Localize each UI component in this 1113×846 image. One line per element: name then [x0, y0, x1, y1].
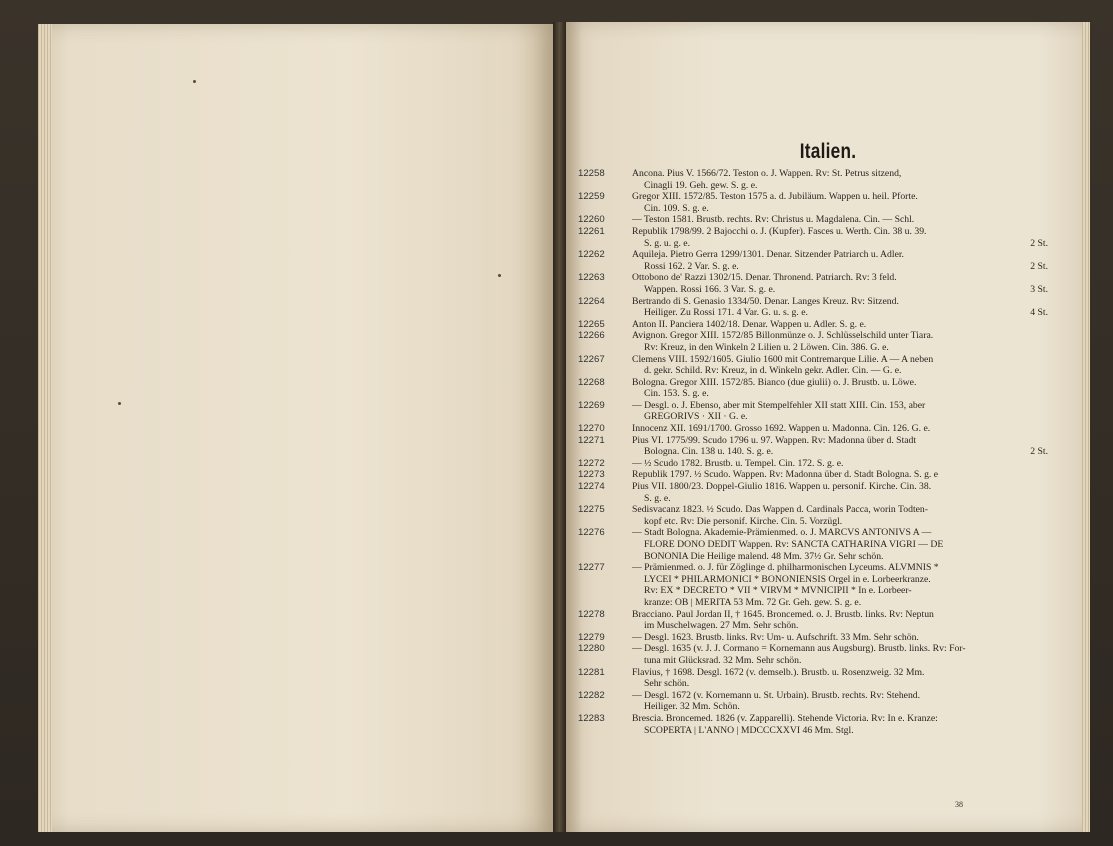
page-number: 38 — [955, 800, 963, 809]
entry-number: 12262 — [578, 249, 605, 261]
entry-text: Sehr schön. — [644, 678, 690, 690]
entry-text: S. g. e. — [644, 492, 671, 504]
entry-line — [632, 574, 1048, 586]
entry-line — [632, 238, 1048, 250]
entry-line — [632, 214, 1048, 226]
entry-text: — Teston 1581. Brustb. rechts. Rv: Christus u. Magdalena. Cin. — Schl. — [632, 214, 915, 226]
entry-text: Rossi 162. 2 Var. S. g. e. — [644, 260, 739, 272]
catalog-entry — [578, 249, 1048, 272]
entry-text: Rv: EX * DECRETO * VII * VIRVM * MVNICIPII * In e. Lorbeer- — [644, 585, 912, 597]
entry-text: Pius VI. 1775/99. Scudo 1796 u. 97. Wappen. Rv: Madonna über d. Stadt — [632, 434, 917, 446]
book-gutter — [553, 22, 566, 832]
entry-number: 12281 — [578, 666, 605, 678]
catalog-entry — [578, 423, 1048, 435]
entry-text: S. g. u. g. e. — [644, 237, 691, 249]
entry-number: 12279 — [578, 631, 605, 643]
catalog-entry — [578, 319, 1048, 331]
entry-line — [632, 307, 1048, 319]
catalog-entry — [578, 469, 1048, 481]
entry-text: Republik 1798/99. 2 Bajocchi o. J. (Kupfer). Fasces u. Werth. Cin. 38 u. 39. — [632, 225, 927, 237]
entry-number: 12265 — [578, 318, 605, 330]
entry-line — [632, 655, 1048, 667]
page-speck — [118, 402, 121, 405]
left-page-edge — [38, 24, 52, 832]
entry-line — [632, 435, 1048, 447]
entry-text: Ancona. Pius V. 1566/72. Teston o. J. Wappen. Rv: St. Petrus sitzend, — [632, 168, 902, 179]
entry-line — [632, 527, 1048, 539]
entry-line — [632, 377, 1048, 389]
entry-number: 12276 — [578, 527, 605, 539]
entry-number: 12269 — [578, 399, 605, 411]
entry-line — [632, 446, 1048, 458]
entry-number: 12258 — [578, 168, 605, 179]
entry-text: Innocenz XII. 1691/1700. Grosso 1692. Wappen u. Madonna. Cin. 126. G. e. — [632, 423, 931, 435]
entry-number: 12271 — [578, 434, 605, 446]
catalog-entry — [578, 354, 1048, 377]
left-page — [38, 24, 553, 832]
entry-number: 12277 — [578, 562, 605, 574]
entry-quantity: 3 St. — [1030, 283, 1048, 295]
entry-text: Heiliger. 32 Mm. Schön. — [644, 701, 740, 713]
entry-line — [632, 319, 1048, 331]
entry-text: kranze: OB | MERITA 53 Mm. 72 Gr. Geh. gew. S. g. e. — [644, 596, 862, 608]
entry-quantity: 2 St. — [1030, 446, 1048, 458]
entry-number: 12263 — [578, 272, 605, 284]
catalog-entries — [578, 168, 1048, 736]
entry-text: Bracciano. Paul Jordan II, † 1645. Broncemed. o. J. Brustb. links. Rv: Neptun — [632, 608, 934, 620]
entry-text: Heiliger. Zu Rossi 171. 4 Var. G. u. s. g. e. — [644, 307, 808, 319]
entry-line — [632, 261, 1048, 273]
entry-text: d. gekr. Schild. Rv: Kreuz, in d. Winkeln gekr. Adler. Cin. — G. e. — [644, 365, 902, 377]
entry-line — [632, 690, 1048, 702]
entry-number: 12268 — [578, 376, 605, 388]
catalog-entry — [578, 226, 1048, 249]
entry-text: Sedisvacanz 1823. ½ Scudo. Das Wappen d. Cardinals Pacca, worin Todten- — [632, 504, 929, 516]
catalog-entry — [578, 643, 1048, 666]
entry-line — [632, 180, 1048, 192]
entry-text: — Desgl. 1635 (v. J. J. Cormano = Kornemann aus Augsburg). Brustb. links. Rv: For- — [632, 643, 966, 655]
entry-line — [632, 713, 1048, 725]
entry-number: 12259 — [578, 191, 605, 203]
entry-number: 12275 — [578, 504, 605, 516]
entry-line — [632, 388, 1048, 400]
entry-line — [632, 284, 1048, 296]
entry-text: Cin. 153. S. g. e. — [644, 388, 709, 400]
right-page-edge — [1082, 22, 1090, 832]
entry-number: 12280 — [578, 643, 605, 655]
entry-line — [632, 620, 1048, 632]
entry-text: Wappen. Rossi 166. 3 Var. S. g. e. — [644, 283, 776, 295]
catalog-entry — [578, 214, 1048, 226]
entry-line — [632, 354, 1048, 366]
entry-text: — Stadt Bologna. Akademie-Prämienmed. o. J. MARCVS ANTONIVS A — — [632, 527, 932, 539]
entry-line — [632, 551, 1048, 563]
entry-text: Cinagli 19. Geh. gew. S. g. e. — [644, 179, 758, 191]
entry-line — [632, 296, 1048, 308]
catalog-entry — [578, 400, 1048, 423]
entry-text: Clemens VIII. 1592/1605. Giulio 1600 mit Contremarque Lilie. A — A neben — [632, 353, 934, 365]
entry-number: 12283 — [578, 712, 605, 724]
entry-text: BONONIA Die Heilige malend. 48 Mm. 37½ Gr. Sehr schön. — [644, 550, 884, 562]
catalog-entry — [578, 690, 1048, 713]
catalog-entry — [578, 667, 1048, 690]
entry-text: Anton II. Panciera 1402/18. Denar. Wappen u. Adler. S. g. e. — [632, 318, 867, 330]
catalog-entry — [578, 632, 1048, 644]
entry-quantity: 2 St. — [1030, 237, 1048, 249]
entry-line — [632, 701, 1048, 713]
catalog-entry — [578, 296, 1048, 319]
entry-line — [632, 562, 1048, 574]
entry-text: Flavius, † 1698. Desgl. 1672 (v. demselb.). Brustb. u. Rosenzweig. 32 Mm. — [632, 666, 925, 678]
entry-number: 12266 — [578, 330, 605, 342]
entry-line — [632, 168, 1048, 180]
catalog-entry — [578, 191, 1048, 214]
entry-text: kopf etc. Rv: Die personif. Kirche. Cin. 5. Vorzügl. — [644, 515, 843, 527]
entry-number: 12282 — [578, 689, 605, 701]
entry-line — [632, 667, 1048, 679]
catalog-entry — [578, 609, 1048, 632]
entry-line — [632, 504, 1048, 516]
entry-line — [632, 400, 1048, 412]
entry-text: — Desgl. o. J. Ebenso, aber mit Stempelfehler XII statt XIII. Cin. 153, aber — [632, 399, 926, 411]
entry-line — [632, 678, 1048, 690]
entry-quantity: 2 St. — [1030, 260, 1048, 272]
entry-number: 12270 — [578, 423, 605, 435]
entry-text: Bertrando di S. Genasio 1334/50. Denar. Langes Kreuz. Rv: Sitzend. — [632, 295, 899, 307]
entry-text: — ½ Scudo 1782. Brustb. u. Tempel. Cin. 172. S. g. e. — [632, 457, 844, 469]
catalog-entry — [578, 377, 1048, 400]
entry-line — [632, 203, 1048, 215]
catalog-entry — [578, 527, 1048, 562]
entry-text: Ottobono de' Razzi 1302/15. Denar. Thronend. Patriarch. Rv: 3 feld. — [632, 272, 897, 284]
entry-text: — Prämienmed. o. J. für Zöglinge d. philharmonischen Lyceums. ALVMNIS * — [632, 562, 939, 574]
entry-text: Republik 1797. ½ Scudo. Wappen. Rv: Madonna über d. Stadt Bologna. S. g. e — [632, 469, 939, 481]
entry-line — [632, 585, 1048, 597]
entry-text: Avignon. Gregor XIII. 1572/85 Billonmünze o. J. Schlüsselschild unter Tiara. — [632, 330, 934, 342]
entry-text: Rv: Kreuz, in den Winkeln 2 Lilien u. 2 Löwen. Cin. 386. G. e. — [644, 341, 889, 353]
entry-line — [632, 539, 1048, 551]
entry-line — [632, 365, 1048, 377]
entry-text: Aquileja. Pietro Gerra 1299/1301. Denar. Sitzender Patriarch u. Adler. — [632, 249, 904, 261]
entry-text: Bologna. Cin. 138 u. 140. S. g. e. — [644, 446, 774, 458]
entry-text: — Desgl. 1623. Brustb. links. Rv: Um- u. Aufschrift. 33 Mm. Sehr schön. — [632, 631, 919, 643]
entry-text: Bologna. Gregor XIII. 1572/85. Bianco (due giulii) o. J. Brustb. u. Löwe. — [632, 376, 917, 388]
entry-text: Pius VII. 1800/23. Doppel-Giulio 1816. Wappen u. personif. Kirche. Cin. 38. — [632, 481, 932, 493]
entry-number: 12267 — [578, 353, 605, 365]
entry-line — [632, 609, 1048, 621]
entry-text: Cin. 109. S. g. e. — [644, 202, 709, 214]
entry-line — [632, 469, 1048, 481]
catalog-entry — [578, 481, 1048, 504]
entry-line — [632, 493, 1048, 505]
catalog-entry — [578, 330, 1048, 353]
entry-quantity: 4 St. — [1030, 307, 1048, 319]
entry-line — [632, 191, 1048, 203]
catalog-entry — [578, 713, 1048, 736]
catalog-entry — [578, 562, 1048, 608]
entry-number: 12261 — [578, 225, 605, 237]
page-speck — [193, 80, 196, 83]
entry-text: LYCEI * PHILARMONICI * BONONIENSIS Orgel in e. Lorbeerkranze. — [644, 573, 931, 585]
entry-line — [632, 725, 1048, 737]
entry-line — [632, 423, 1048, 435]
entry-line — [632, 226, 1048, 238]
entry-number: 12274 — [578, 481, 605, 493]
entry-text: GREGORIVS · XII · G. e. — [644, 411, 748, 423]
entry-line — [632, 249, 1048, 261]
entry-number: 12260 — [578, 214, 605, 226]
entry-text: Gregor XIII. 1572/85. Teston 1575 a. d. Jubiläum. Wappen u. heil. Pforte. — [632, 191, 918, 203]
catalog-entry — [578, 458, 1048, 470]
entry-line — [632, 411, 1048, 423]
entry-number: 12278 — [578, 608, 605, 620]
catalog-entry — [578, 168, 1048, 191]
entry-number: 12273 — [578, 469, 605, 481]
entry-number: 12264 — [578, 295, 605, 307]
entry-text: Brescia. Broncemed. 1826 (v. Zapparelli). Stehende Victoria. Rv: In e. Kranze: — [632, 712, 938, 724]
entry-line — [632, 330, 1048, 342]
entry-number: 12272 — [578, 457, 605, 469]
entry-line — [632, 481, 1048, 493]
entry-line — [632, 342, 1048, 354]
page-speck — [498, 274, 501, 277]
catalog-entry — [578, 272, 1048, 295]
entry-text: SCOPERTA | L'ANNO | MDCCCXXVI 46 Mm. Stgl. — [644, 724, 854, 736]
entry-text: FLORE DONO DEDIT Wappen. Rv: SANCTA CATHARINA VIGRI — DE — [644, 539, 944, 550]
entry-line — [632, 516, 1048, 528]
entry-line — [632, 272, 1048, 284]
entry-line — [632, 597, 1048, 609]
entry-text: im Muschelwagen. 27 Mm. Sehr schön. — [644, 620, 799, 632]
entry-line — [632, 643, 1048, 655]
page-heading: Italien. — [799, 140, 857, 163]
catalog-entry — [578, 504, 1048, 527]
catalog-entry — [578, 435, 1048, 458]
entry-text: — Desgl. 1672 (v. Kornemann u. St. Urbain). Brustb. rechts. Rv: Stehend. — [632, 689, 921, 701]
entry-text: tuna mit Glücksrad. 32 Mm. Sehr schön. — [644, 654, 802, 666]
entry-line — [632, 458, 1048, 470]
entry-line — [632, 632, 1048, 644]
